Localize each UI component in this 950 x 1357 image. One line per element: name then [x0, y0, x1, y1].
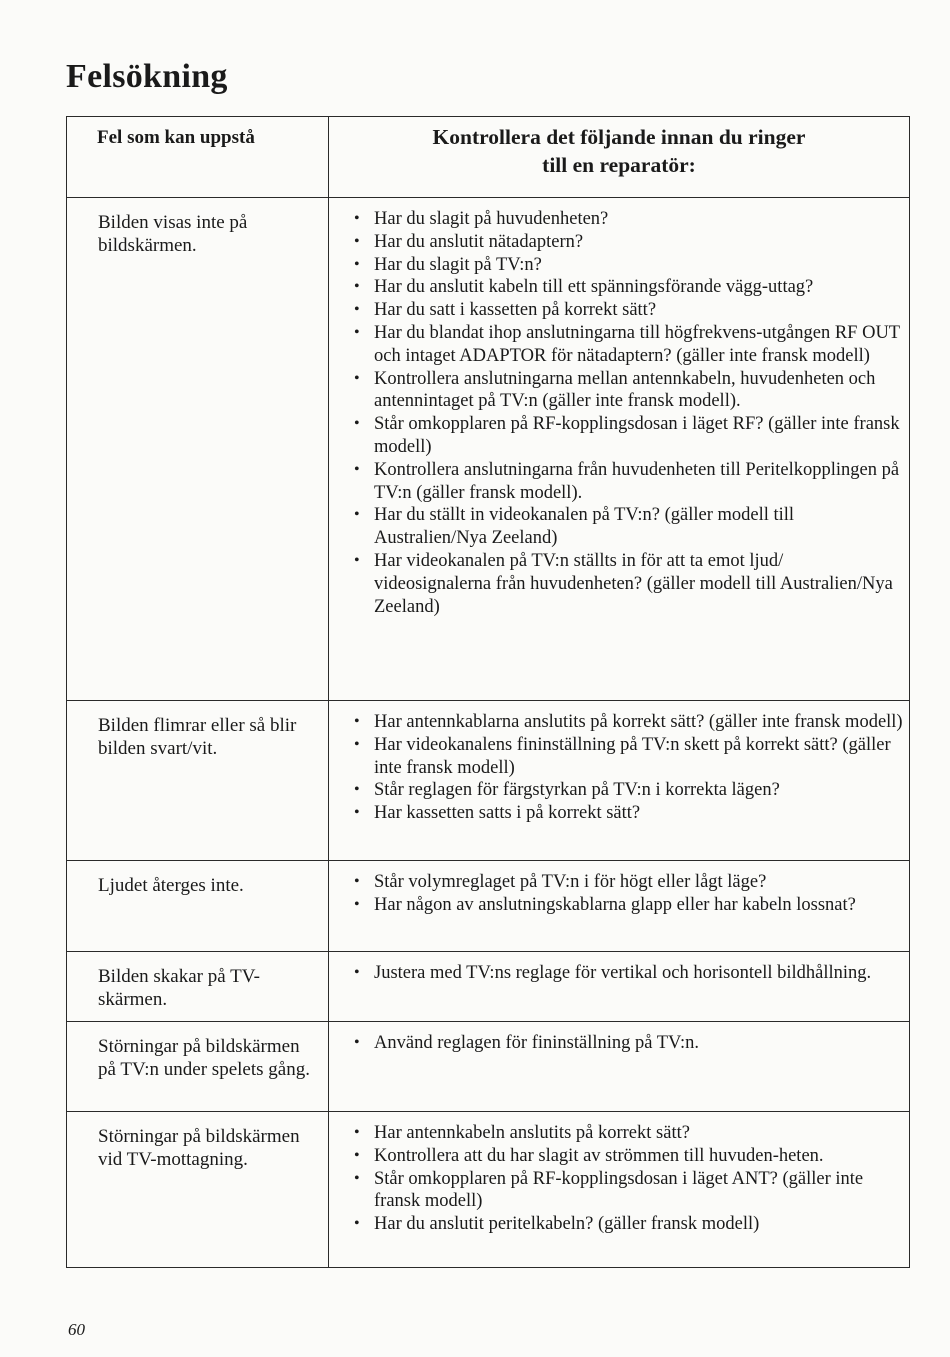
check-item: • Har antennkabeln anslutits på korrekt sätt?	[354, 1122, 903, 1145]
table-row	[67, 198, 910, 701]
checks-cell	[329, 701, 910, 861]
check-column-header	[329, 117, 910, 198]
checks-cell	[329, 1022, 910, 1112]
check-list	[354, 871, 903, 917]
check-list	[354, 711, 903, 825]
check-item: • Kontrollera anslutningarna mellan antennkabeln, huvudenheten och antennintaget på TV:n (gäller inte fransk modell).	[354, 368, 903, 414]
check-item: • Använd reglagen för fininställning på TV:n.	[354, 1032, 903, 1055]
check-item: • Har du slagit på huvudenheten?	[354, 208, 903, 231]
check-item: • Har du ställt in videokanalen på TV:n? (gäller modell till Australien/Nya Zeeland)	[354, 504, 903, 550]
check-item: • Står reglagen för färgstyrkan på TV:n i korrekta lägen?	[354, 779, 903, 802]
check-item: • Har kassetten satts i på korrekt sätt?	[354, 802, 903, 825]
check-item: • Har videokanalens fininställning på TV:n skett på korrekt sätt? (gäller inte fransk modell)	[354, 734, 903, 780]
table-row	[67, 952, 910, 1022]
table-row	[67, 1022, 910, 1112]
fault-cell: Ljudet återges inte.	[67, 861, 329, 952]
check-item: • Kontrollera att du har slagit av strömmen till huvuden-heten.	[354, 1145, 903, 1168]
fault-cell: Störningar på bildskärmen på TV:n under spelets gång.	[67, 1022, 329, 1112]
check-item: • Har du anslutit kabeln till ett spänningsförande vägg-uttag?	[354, 276, 903, 299]
check-item: • Har du anslutit peritelkabeln? (gäller fransk modell)	[354, 1213, 903, 1236]
check-list	[354, 1032, 903, 1055]
checks-cell	[329, 198, 910, 701]
check-item: • Har du slagit på TV:n?	[354, 254, 903, 277]
troubleshooting-table	[66, 116, 910, 1268]
check-item: • Har du anslutit nätadaptern?	[354, 231, 903, 254]
check-item: • Har någon av anslutningskablarna glapp eller har kabeln lossnat?	[354, 894, 903, 917]
check-list	[354, 208, 903, 618]
table-row	[67, 701, 910, 861]
table-header-row	[67, 117, 910, 198]
fault-cell: Bilden flimrar eller så blir bilden svart/vit.	[67, 701, 329, 861]
check-item: • Har antennkablarna anslutits på korrekt sätt? (gäller inte fransk modell)	[354, 711, 903, 734]
fault-cell: Störningar på bildskärmen vid TV-mottagning.	[67, 1112, 329, 1268]
checks-cell	[329, 1112, 910, 1268]
page-title: Felsökning	[66, 58, 228, 95]
checks-cell	[329, 952, 910, 1022]
check-header-line-1: Kontrollera det följande innan du ringer	[432, 125, 806, 149]
check-item: • Justera med TV:ns reglage för vertikal och horisontell bildhållning.	[354, 962, 903, 985]
check-item: • Har du satt i kassetten på korrekt sätt?	[354, 299, 903, 322]
check-item: • Kontrollera anslutningarna från huvudenheten till Peritelkopplingen på TV:n (gäller fransk modell).	[354, 459, 903, 505]
check-item: • Har du blandat ihop anslutningarna till högfrekvens-utgången RF OUT och intaget ADAPTOR för nätadaptern? (gäller inte fransk modell)	[354, 322, 903, 368]
check-item: • Står omkopplaren på RF-kopplingsdosan i läget RF? (gäller inte fransk modell)	[354, 413, 903, 459]
check-list	[354, 1122, 903, 1236]
check-list	[354, 962, 903, 985]
check-item: • Står volymreglaget på TV:n i för högt eller lågt läge?	[354, 871, 903, 894]
fault-column-header: Fel som kan uppstå	[67, 117, 329, 198]
fault-cell: Bilden skakar på TV-skärmen.	[67, 952, 329, 1022]
page-number: 60	[68, 1320, 85, 1339]
check-item: • Har videokanalen på TV:n ställts in för att ta emot ljud/ videosignalerna från huvudenheten? (gäller modell till Australien/Nya Zeeland)	[354, 550, 903, 618]
checks-cell	[329, 861, 910, 952]
table-row	[67, 861, 910, 952]
check-item: • Står omkopplaren på RF-kopplingsdosan i läget ANT? (gäller inte fransk modell)	[354, 1168, 903, 1214]
check-header-line-2: till en reparatör:	[542, 153, 696, 177]
fault-cell: Bilden visas inte på bildskärmen.	[67, 198, 329, 701]
table-row	[67, 1112, 910, 1268]
